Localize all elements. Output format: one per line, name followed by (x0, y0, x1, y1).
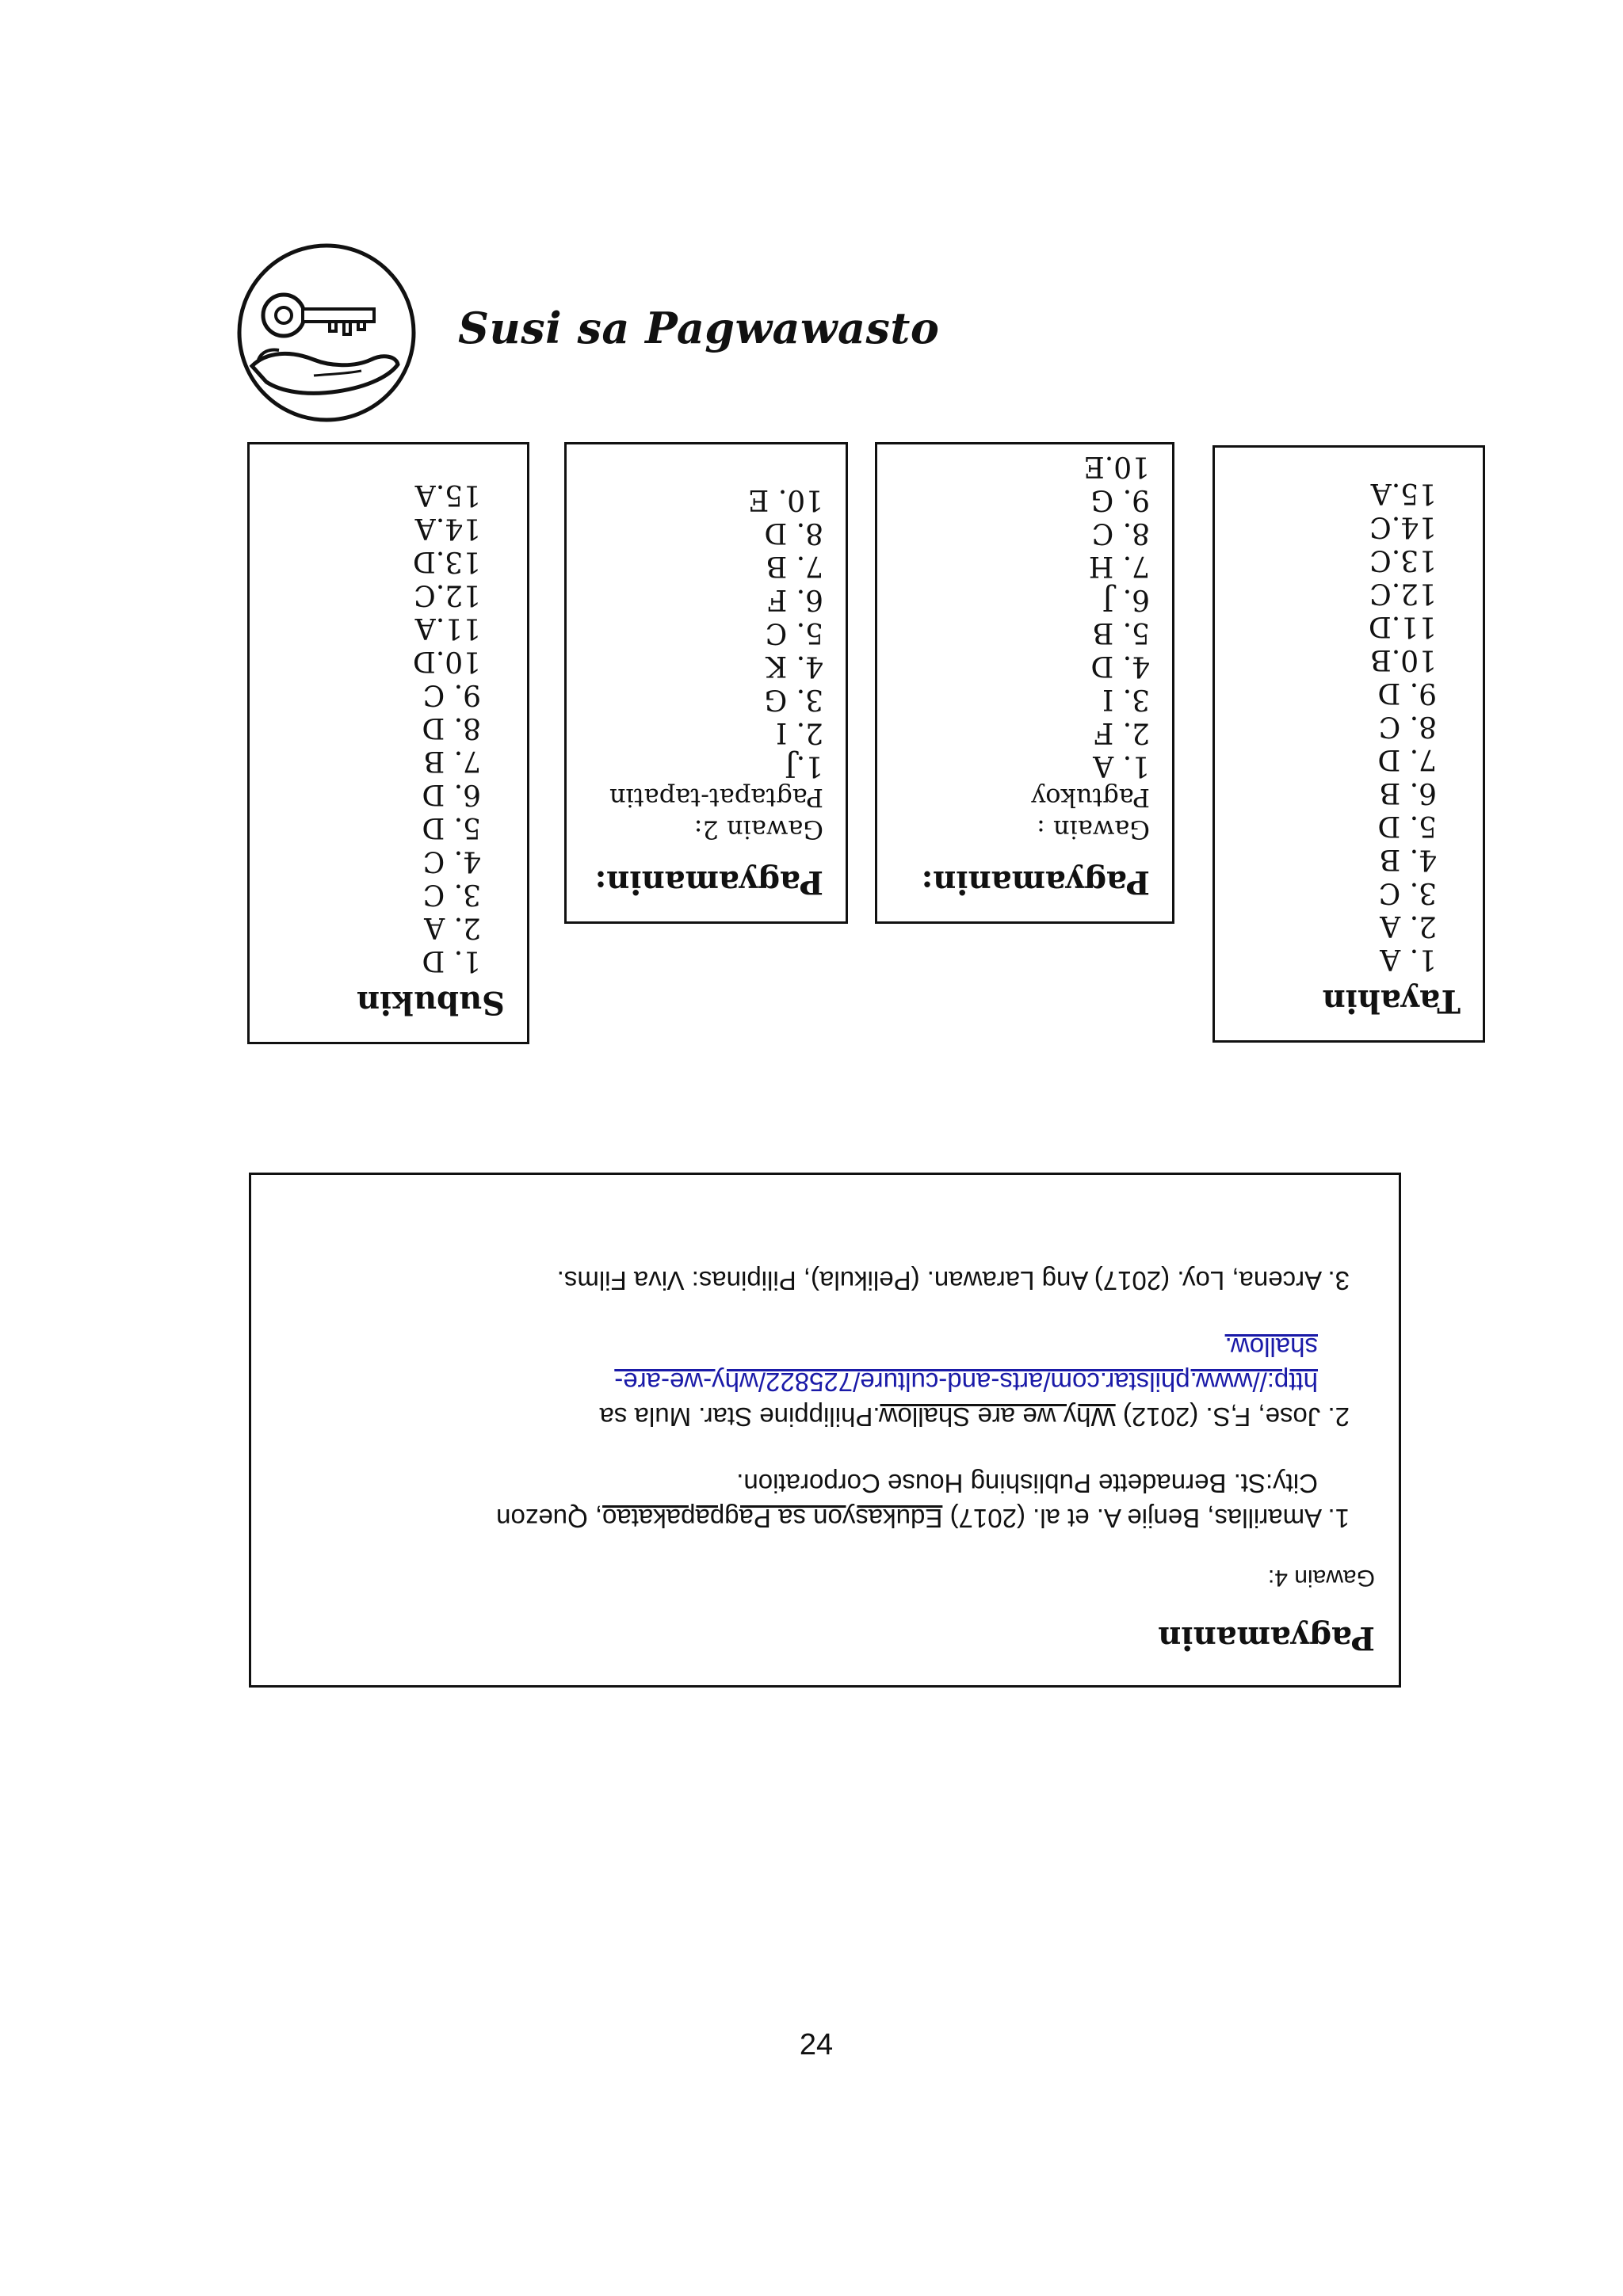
answer-item: 14.C (1369, 510, 1437, 543)
reference-title: Edukasyon sa Pagpapakatao (602, 1504, 943, 1533)
reference-item-1: 1. Amarillas, Benjie A. et al. (2017) Edukasyon sa Pagpapakatao, Quezon (496, 1504, 1350, 1533)
answer-item: 2. A (1380, 910, 1437, 942)
answer-item: 14.A (414, 512, 481, 544)
box-label: Gawain : (1037, 814, 1150, 845)
answer-item: 11.A (414, 612, 481, 644)
answer-item: 1. A (1093, 749, 1150, 782)
answer-item: 7. B (423, 745, 481, 777)
answer-item: 13.C (1369, 543, 1437, 576)
answer-item: 10.D (412, 645, 481, 677)
answer-item: 8. D (422, 711, 481, 744)
answer-item: 10.E (1083, 450, 1150, 482)
answer-item: 11.D (1368, 610, 1437, 643)
answer-item: 4. C (422, 845, 481, 877)
answer-item: 12.C (414, 578, 481, 611)
answer-item: 15.A (414, 479, 481, 511)
answer-item: 7. D (1377, 743, 1437, 776)
answer-item: 1. A (1380, 943, 1437, 975)
references-title: Pagyamanin (1158, 1619, 1375, 1657)
answer-item: 5. C (765, 616, 823, 649)
answer-item: 8. C (1091, 517, 1150, 549)
answer-item: 3. I (1102, 683, 1150, 715)
answer-item: 1. D (422, 944, 481, 977)
box-label: Gawain 2: (693, 814, 823, 845)
answer-item: 15.A (1370, 477, 1437, 509)
answer-box-pagyamanin-gawain-1 (875, 442, 1174, 924)
answer-item: 3. C (422, 878, 481, 910)
page-title: Susi sa Pagwawasto (458, 303, 940, 353)
answer-item: 8. D (764, 517, 823, 549)
answer-box-pagyamanin-gawain-2 (564, 442, 848, 924)
answer-box-tayahin (1212, 445, 1485, 1043)
answer-item: 12.C (1369, 577, 1437, 609)
answer-item: 2. I (775, 716, 823, 749)
answer-item: 2. F (1094, 716, 1150, 749)
answer-item: 10.B (1370, 643, 1437, 676)
answer-item: 4. K (766, 650, 823, 682)
reference-item-1-cont: City:St. Bernadette Publishing House Corporation. (736, 1469, 1318, 1498)
reference-item-3: 3. Arcena, Loy. (2017) Ang Larawan. (Pelikula), Pilipinas: Viva Films. (556, 1266, 1350, 1295)
reference-link[interactable]: http://www.philstar.com/arts-and-culture/725822/why-we-are- (614, 1367, 1318, 1397)
answer-item: 9. G (1090, 483, 1150, 516)
answer-box-subukin (247, 442, 529, 1044)
answer-item: 6. B (1379, 776, 1437, 809)
answer-item: 3. G (764, 683, 823, 715)
box-label: Pagtapat-tapatin (609, 783, 823, 813)
references-box (249, 1173, 1401, 1688)
answer-item: 7. B (766, 550, 823, 582)
page-number: 24 (799, 2028, 834, 2061)
answer-item: 4. B (1379, 843, 1437, 875)
answer-item: 5. D (1377, 810, 1437, 842)
answer-item: 9. D (1377, 677, 1437, 709)
answer-item: 3. C (1378, 876, 1437, 909)
reference-item-2: 2. Jose, F,S. (2012) Why we are Shallow.Philippine Star. Mula sa (599, 1402, 1350, 1432)
answer-item: 6. F (767, 583, 823, 616)
answer-item: 1.J (785, 749, 823, 782)
answer-item: 6. J (1102, 583, 1150, 616)
answer-item: 7. H (1088, 550, 1150, 582)
answer-item: 10. E (748, 483, 823, 516)
box-title: Subukin (356, 984, 505, 1021)
answer-item: 5. B (1092, 616, 1150, 649)
box-title: Pagyamanin: (594, 864, 823, 901)
references-label: Gawain 4: (1267, 1565, 1375, 1591)
box-title: Pagyamanin: (921, 864, 1150, 901)
answer-item: 8. C (1378, 710, 1437, 742)
answer-item: 9. C (422, 678, 481, 711)
answer-item: 13.D (412, 545, 481, 578)
key-in-hand-icon (235, 241, 418, 425)
box-label: Pagtukoy (1031, 783, 1150, 813)
box-title: Tayahin (1322, 982, 1461, 1020)
answer-item: 4. D (1090, 650, 1150, 682)
answer-item: 5. D (422, 811, 481, 844)
reference-title: Why we are Shallow (880, 1402, 1116, 1432)
reference-link-cont[interactable]: shallow. (1224, 1333, 1318, 1362)
answer-item: 2. A (424, 911, 481, 944)
answer-item: 6. D (422, 778, 481, 810)
